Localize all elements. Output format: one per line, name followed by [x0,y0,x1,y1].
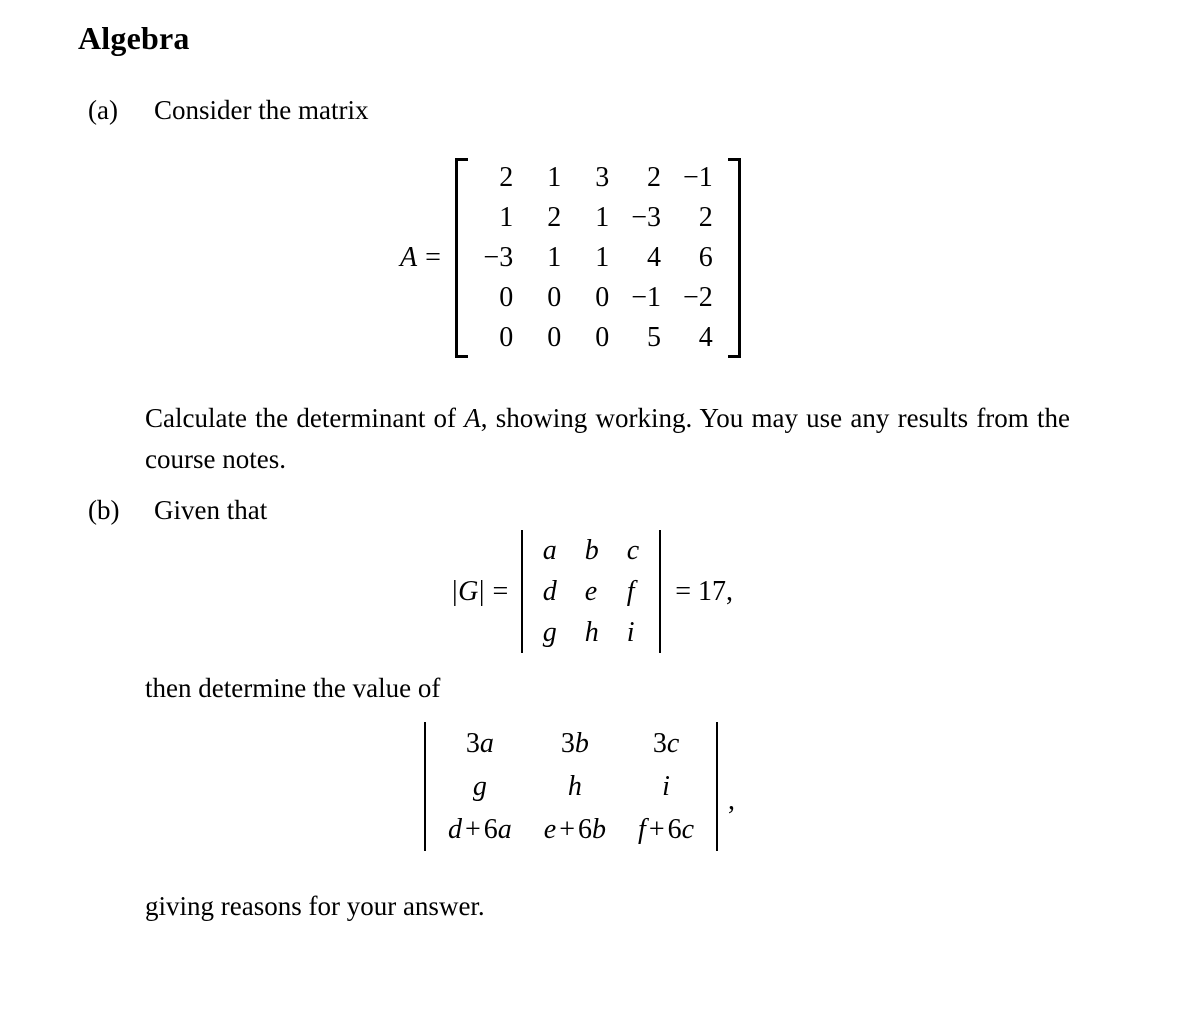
matrix-cell: 1 [547,242,562,273]
determinant-cell [432,722,528,765]
cell-operator: + [648,814,665,845]
closing-text: giving reasons for your answer. [145,891,485,921]
determinant-row [432,808,710,851]
determinant-target-display [424,722,735,851]
cell-variable: a [479,728,494,759]
page-title: Algebra [78,20,190,56]
matrix-row [472,238,723,278]
matrix-cell: 1 [595,242,610,273]
determinant-target-grid [432,722,710,851]
matrix-a-bracket-wrap [455,158,740,358]
determinant-cell: h [584,617,599,648]
matrix-cell: 0 [499,282,514,313]
determinant-g-lead [452,576,521,608]
matrix-cell: −3 [631,202,661,233]
matrix-cell: 2 [547,202,562,233]
matrix-cell: 2 [698,202,713,233]
matrix-row [472,158,723,198]
cell-variable: e [543,814,557,845]
item-a-body-post: , showing working. You may use any results from the course notes. [145,403,1071,474]
determinant-cell: e [584,576,598,607]
cell-variable: d [448,814,462,845]
matrix-a-lead [400,242,455,274]
determinant-cell [528,722,622,765]
matrix-cell: 0 [547,282,562,313]
determinant-g-value: = 17, [675,575,733,607]
determinant-row [529,571,653,612]
matrix-a-equals: = [425,242,442,273]
item-a-body-variable: A [464,403,481,433]
determinant-row [432,765,710,808]
matrix-cell: 0 [595,282,610,313]
determinant-g-bars-wrap [521,530,661,653]
cell-variable: c [666,728,680,759]
item-a-body-paragraph [145,398,1070,480]
determinant-cell: c [626,535,640,566]
matrix-cell: −3 [483,242,514,273]
determinant-cell [622,765,710,808]
cell-variable-2: a [497,814,512,845]
determinant-cell: i [626,617,635,648]
right-square-bracket-icon [728,158,741,358]
item-a-label: (a) [88,95,118,125]
matrix-a-name: A [400,242,418,273]
matrix-cell: 3 [595,162,610,193]
det-g-name: G [458,575,479,607]
determinant-cell [432,808,528,851]
matrix-cell: −1 [631,282,661,313]
determinant-row [529,612,653,653]
matrix-row [472,198,723,238]
determinant-target-trailing-comma: , [728,785,736,816]
determinant-g-display [452,530,733,653]
cell-coefficient: 6 [578,814,593,845]
cell-variable: b [574,728,589,759]
cell-coefficient: 3 [560,728,575,759]
determinant-target-bars-wrap [424,722,718,851]
left-square-bracket-icon [455,158,468,358]
cell-coefficient: 6 [667,814,682,845]
cell-variable: f [638,814,646,845]
matrix-row [472,318,723,358]
cell-variable: i [662,771,670,802]
determinant-g-grid [529,530,653,653]
matrix-cell: 1 [499,202,514,233]
determinant-row [529,530,653,571]
cell-operator: + [465,814,481,845]
matrix-cell: 2 [647,162,661,193]
matrix-cell: 2 [499,162,514,193]
matrix-cell: 4 [698,322,713,353]
matrix-cell: 0 [499,322,514,353]
determinant-cell: b [584,535,599,566]
determinant-cell [432,765,528,808]
det-g-open-bar: | [452,575,459,607]
matrix-cell: −1 [683,162,713,193]
determinant-cell [622,808,710,851]
determinant-cell: g [542,617,557,648]
left-determinant-bar-icon [424,722,426,851]
matrix-row [472,278,723,318]
matrix-cell: −2 [683,282,713,313]
matrix-cell: 1 [595,202,610,233]
determinant-cell: a [542,535,557,566]
matrix-cell: 4 [647,242,661,273]
matrix-cell: 6 [698,242,713,273]
cell-coefficient: 6 [483,814,498,845]
matrix-a-grid [472,158,723,358]
matrix-cell: 5 [647,322,661,353]
left-determinant-bar-icon [521,530,523,653]
cell-variable-2: b [592,814,607,845]
matrix-cell: 1 [547,162,562,193]
item-a-body-pre: Calculate the determinant of [145,403,465,433]
item-b-label: (b) [88,495,120,525]
det-g-close-bar: | [478,575,485,607]
item-b-intro-text: Given that [154,495,268,525]
cell-operator: + [559,814,576,845]
matrix-a-display [400,158,741,358]
cell-coefficient: 3 [465,728,480,759]
matrix-cell: 0 [547,322,562,353]
determinant-cell [528,765,622,808]
det-g-equals: = [492,575,509,607]
cell-variable: h [567,771,582,802]
matrix-cell: 0 [595,322,610,353]
determinant-cell [528,808,622,851]
determinant-cell: f [626,576,635,607]
cell-variable-2: c [681,814,695,845]
determinant-row [432,722,710,765]
cell-coefficient: 3 [652,728,667,759]
then-determine-text: then determine the value of [145,673,441,703]
determinant-cell: d [542,576,557,607]
item-a-intro-text: Consider the matrix [154,95,369,125]
cell-variable: g [472,771,487,802]
determinant-cell [622,722,710,765]
